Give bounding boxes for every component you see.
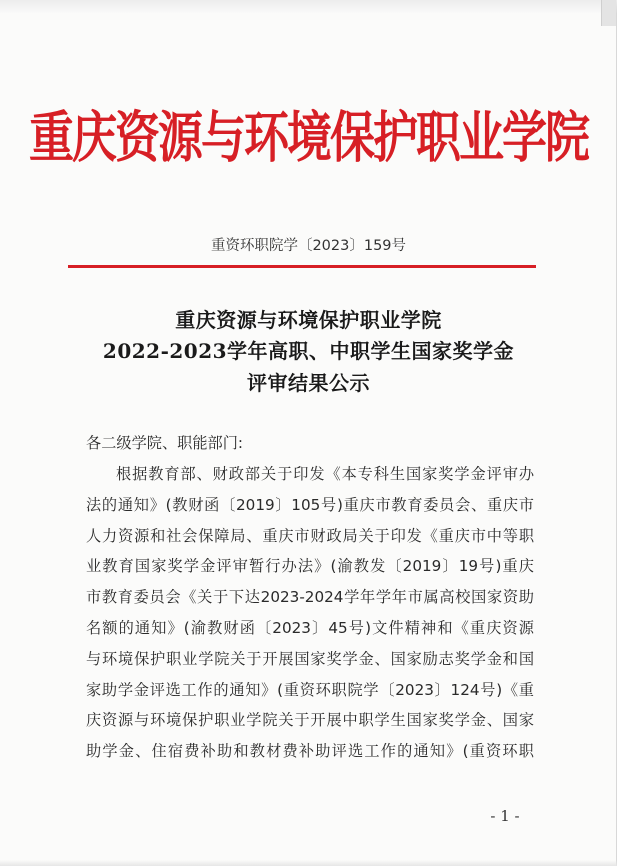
document-number: 重资环职院学〔2023〕159号 [210, 238, 407, 254]
org-masthead-title: 重庆资源与环境保护职业学院 [28, 105, 588, 170]
scan-edge-bottom [0, 860, 617, 866]
paragraph-line: 根据教育部、财政部关于印发《本专科生国家奖学金评审办 [116, 465, 534, 483]
paragraph-line: 庆资源与环境保护职业学院关于开展中职学生国家奖学金、国家 [86, 711, 534, 730]
notice-title-line-1: 重庆资源与环境保护职业学院 [175, 308, 442, 332]
scan-corner [601, 0, 616, 26]
scan-edge-top [0, 0, 617, 14]
notice-title-line-3: 评审结果公示 [247, 371, 370, 395]
page-number: - 1 - [490, 807, 520, 825]
paragraph-line: 名额的通知》(渝教财函〔2023〕45号)文件精神和《重庆资源 [86, 618, 534, 637]
paragraph-line: 市教育委员会《关于下达2023-2024学年学年市属高校国家资助 [86, 588, 534, 607]
notice-title-line-2: 2022-2023学年高职、中职学生国家奖学金 [102, 339, 515, 363]
paragraph-line: 与环境保护职业学院关于开展国家奖学金、国家励志奖学金和国 [86, 649, 534, 668]
body-paragraph [86, 459, 534, 767]
paragraph-line: 业教育国家奖学金评审暂行办法》(渝教发〔2019〕19号)重庆 [86, 557, 534, 576]
salutation: 各二级学院、职能部门: [86, 434, 243, 452]
red-separator-rule [68, 265, 536, 268]
paragraph-line: 助学金、住宿费补助和教材费补助评选工作的通知》(重资环职 [86, 742, 534, 761]
paragraph-line: 家助学金评选工作的通知》(重资环职院学〔2023〕124号)《重 [86, 680, 534, 699]
paragraph-line: 法的通知》(教财函〔2019〕105号)重庆市教育委员会、重庆市 [86, 495, 534, 514]
paragraph-line: 人力资源和社会保障局、重庆市财政局关于印发《重庆市中等职 [86, 526, 534, 545]
